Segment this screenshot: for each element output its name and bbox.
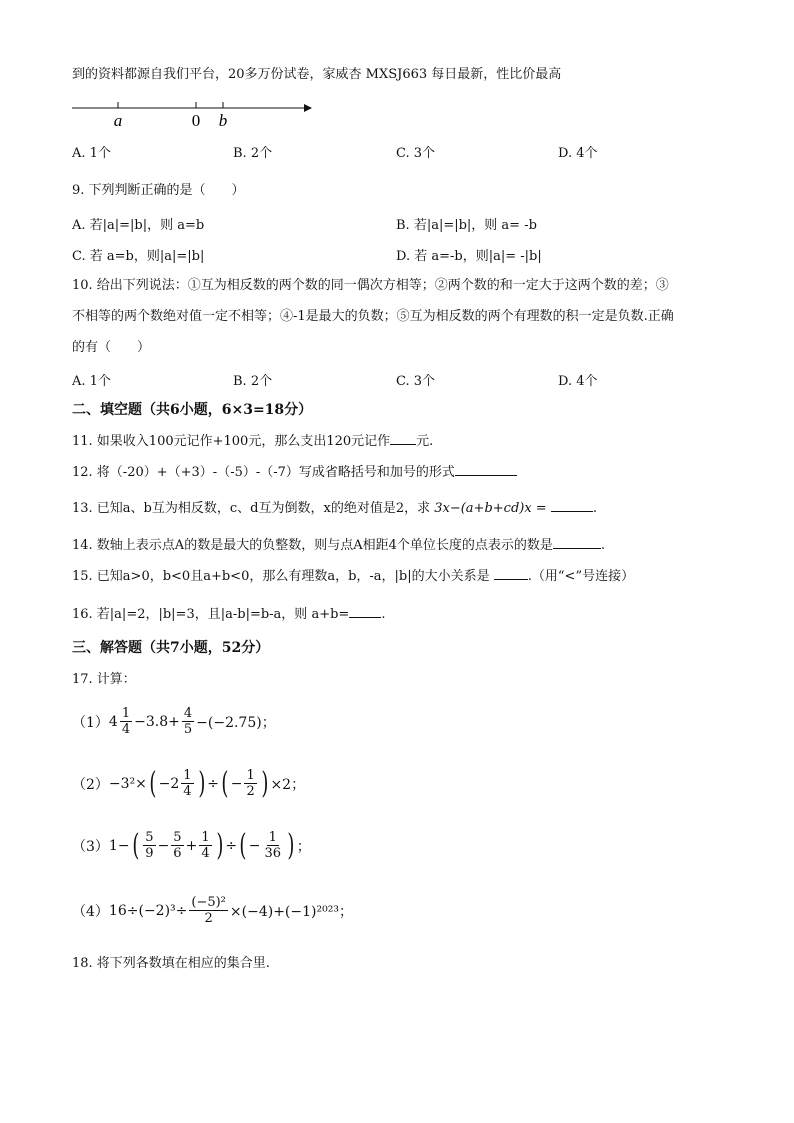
q15-blank xyxy=(494,567,528,580)
q11 xyxy=(72,432,433,451)
q17-1-fraction-2: $\frac{4}{5}$ xyxy=(183,706,193,737)
q17-1-fraction-1: $\frac{1}{4}$ xyxy=(121,706,131,737)
q13-text: 13. 已知a、b互为相反数，c、d互为倒数，x的绝对值是2，求 xyxy=(72,501,431,516)
q14 xyxy=(72,536,605,555)
q17-1-label: （1） xyxy=(72,714,109,731)
q9-option-b: B. 若|a|=|b|，则 a= -b xyxy=(396,218,537,233)
number-line-figure xyxy=(72,96,312,132)
tick-label-0: 0 xyxy=(191,111,201,130)
q13-blank xyxy=(551,499,593,512)
q17-4-pre: 16÷(−2)³÷ xyxy=(108,902,188,919)
q10-line-1: 10. 给出下列说法：①互为相反数的两个数的同一偶次方相等；②两个数的和一定大于这两个数的差；③ xyxy=(72,278,669,293)
q17-2-tail: ×2； xyxy=(270,776,306,793)
tick-label-b: b xyxy=(218,111,228,130)
q17-3-fraction-3: $\frac{1}{4}$ xyxy=(201,830,210,861)
q16-blank xyxy=(349,605,381,618)
q17-part-3: （3） 1− ( $\frac{5}{9}$ − $\frac{5}{6}$ + $\frac{1}{4}$ ) ÷ ( − $\frac{1}{36}$ ) ； xyxy=(72,827,311,863)
q16-end: . xyxy=(381,607,386,622)
q11-end: 元. xyxy=(416,434,434,449)
q17-4-fraction: $\frac{\text{(−5)²}}{2}$ xyxy=(191,895,226,926)
q11-text: 11. 如果收入100元记作+100元，那么支出120元记作 xyxy=(72,434,391,449)
q13 xyxy=(72,499,597,518)
q10-option-b: B. 2个 xyxy=(233,374,273,389)
q17-2-fraction-1: $\frac{1}{4}$ xyxy=(183,768,192,799)
q17-3-mid: ÷ xyxy=(225,837,238,854)
q17-3-fraction-1: $\frac{5}{9}$ xyxy=(145,830,154,861)
section-2-title: 二、填空题（共6小题，6×3=18分） xyxy=(72,402,313,418)
tick-label-a: a xyxy=(113,111,123,130)
q17-part-2: （2） −3²× ( −2 $\frac{1}{4}$ ) ÷ ( − $\frac{1}{2}$ ) ×2； xyxy=(72,765,306,801)
q17-2-pre: −3²× xyxy=(108,775,147,792)
q13-end: . xyxy=(592,501,597,516)
header-note: 到的资料都源自我们平台，20多万份试卷，家威杏 MXSJ663 每日最新，性比价最高 xyxy=(72,67,562,82)
q17-3-fraction-2: $\frac{5}{6}$ xyxy=(173,830,182,861)
q9-option-a: A. 若|a|=|b|，则 a=b xyxy=(72,218,205,233)
q10-option-d: D. 4个 xyxy=(558,374,598,389)
q8-option-d: D. 4个 xyxy=(558,146,598,161)
q8-option-a: A. 1个 xyxy=(72,146,111,161)
q16 xyxy=(72,605,385,624)
q18: 18. 将下列各数填在相应的集合里. xyxy=(72,956,270,971)
q17-3-fraction-4: $\frac{1}{36}$ xyxy=(264,830,282,861)
q17-4-label: （4） xyxy=(72,903,109,920)
q17-3-tail: ； xyxy=(296,838,311,855)
q9-option-d: D. 若 a=-b，则|a|= -|b| xyxy=(396,249,542,264)
section-3-title: 三、解答题（共7小题，52分） xyxy=(72,640,270,656)
q12-blank xyxy=(455,463,517,476)
q10-line-2: 不相等的两个数绝对值一定不相等；④-1是最大的负数；⑤互为相反数的两个有理数的积一定是负数.正确 xyxy=(72,309,674,324)
q14-text: 14. 数轴上表示点A的数是最大的负整数，则与点A相距4个单位长度的点表示的数是 xyxy=(72,538,553,553)
q17-2-mid: ÷ xyxy=(207,775,219,792)
q15-text: 15. 已知a>0，b<0且a+b<0，那么有理数a，b，-a，|b|的大小关系是 xyxy=(72,569,490,584)
q9-stem: 9. 下列判断正确的是（ ） xyxy=(72,183,245,198)
q14-end: . xyxy=(600,538,605,553)
q10-line-3: 的有（ ） xyxy=(72,340,151,355)
q17-part-1 xyxy=(72,706,276,737)
q17-part-4 xyxy=(72,895,353,926)
q12-text: 12. 将（-20）+（+3）-（-5）-（-7）写成省略括号和加号的形式 xyxy=(72,465,455,480)
q17-title: 17. 计算： xyxy=(72,672,136,687)
q17-3-label: （3） xyxy=(72,838,109,855)
q17-2-fraction-2: $\frac{1}{2}$ xyxy=(246,768,255,799)
q10-option-a: A. 1个 xyxy=(72,374,111,389)
q17-2-whole: −2 xyxy=(158,775,180,792)
q13-expression: 3x−(a+b+cd)x = xyxy=(434,501,547,516)
q17-1-whole: 4 xyxy=(108,713,118,730)
q12 xyxy=(72,463,517,482)
q8-option-c: C. 3个 xyxy=(396,146,436,161)
q17-1-mid: −3.8+ xyxy=(134,713,180,730)
q14-blank xyxy=(553,536,601,549)
q8-option-b: B. 2个 xyxy=(233,146,273,161)
q9-option-c: C. 若 a=b，则|a|=|b| xyxy=(72,249,205,264)
q17-3-pre: 1− xyxy=(108,837,130,854)
q10-option-c: C. 3个 xyxy=(396,374,436,389)
q17-4-tail: ×(−4)+(−1)²⁰²³； xyxy=(229,903,353,920)
q15-end: .（用“<”号连接） xyxy=(527,569,635,584)
q16-text: 16. 若|a|=2，|b|=3，且|a-b|=b-a，则 a+b= xyxy=(72,607,350,622)
q15 xyxy=(72,567,634,586)
q11-blank xyxy=(390,432,416,445)
q17-2-label: （2） xyxy=(72,776,109,793)
q17-1-tail: −(−2.75)； xyxy=(196,714,276,731)
